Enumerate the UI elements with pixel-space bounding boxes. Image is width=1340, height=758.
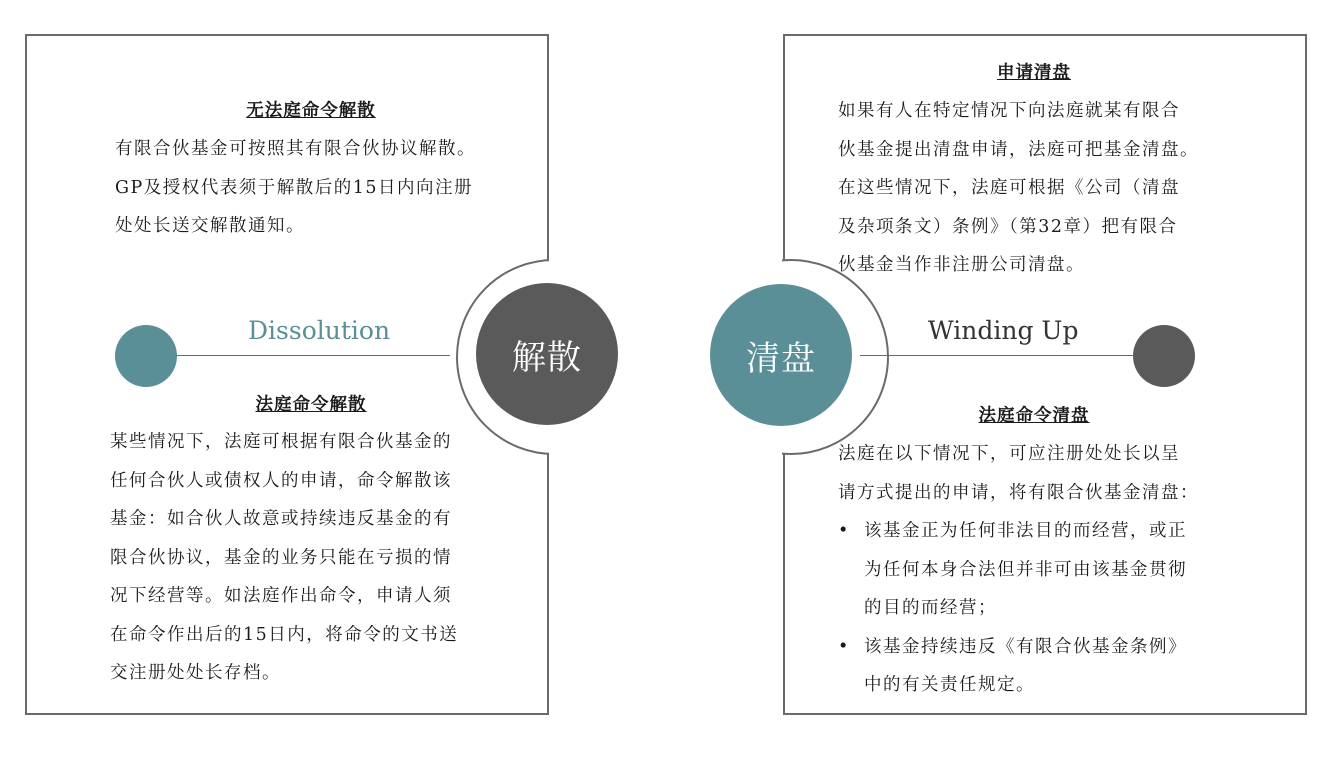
text-line: 如果有人在特定情况下向法庭就某有限合 bbox=[838, 101, 1180, 121]
text-line: 在命令作出后的15日内，将命令的文书送 bbox=[110, 624, 459, 645]
court-dissolution-heading: 法庭命令解散 bbox=[255, 395, 367, 415]
text-line: 有限合伙基金可按照其有限合伙协议解散。 bbox=[115, 139, 476, 159]
text-line: 该基金持续违反《有限合伙基金条例》 bbox=[864, 636, 1187, 657]
court-dissolution-text bbox=[110, 423, 520, 693]
no-court-dissolution-heading: 无法庭命令解散 bbox=[246, 101, 376, 121]
text-line: 在这些情况下，法庭可根据《公司（清盘 bbox=[838, 178, 1180, 198]
text-line: GP及授权代表须于解散后的15日内向注册 bbox=[115, 177, 474, 198]
text-line: 伙基金当作非注册公司清盘。 bbox=[838, 255, 1085, 275]
text-line: 限合伙协议，基金的业务只能在亏损的情 bbox=[110, 547, 452, 568]
list-item bbox=[838, 512, 1258, 628]
text-line: 交注册处处长存档。 bbox=[110, 663, 281, 683]
text-line: 况下经营等。如法庭作出命令，申请人须 bbox=[110, 586, 452, 606]
list-item bbox=[838, 628, 1258, 705]
bullet-icon: • bbox=[838, 521, 850, 541]
text-line: 的目的而经营； bbox=[864, 598, 997, 618]
text-line: 某些情况下，法庭可根据有限合伙基金的 bbox=[110, 432, 452, 452]
court-winding-up-heading: 法庭命令清盘 bbox=[978, 406, 1090, 426]
bullet-icon: • bbox=[838, 636, 850, 657]
winding-up-circle-label: 清盘 bbox=[746, 338, 816, 379]
no-court-dissolution-text bbox=[115, 130, 535, 246]
apply-winding-up-heading: 申请清盘 bbox=[997, 63, 1071, 83]
dissolution-dot bbox=[115, 325, 177, 387]
text-line: 为任何本身合法但并非可由该基金贯彻 bbox=[864, 559, 1187, 580]
winding-up-dot bbox=[1133, 325, 1195, 387]
text-line: 伙基金提出清盘申请，法庭可把基金清盘。 bbox=[838, 139, 1199, 160]
text-line: 处处长送交解散通知。 bbox=[115, 216, 305, 236]
text-line: 该基金正为任何非法目的而经营，或正 bbox=[864, 521, 1187, 541]
winding-up-circle bbox=[710, 284, 852, 426]
text-line: 任何合伙人或债权人的申请，命令解散该 bbox=[110, 470, 452, 491]
winding-up-connector-line bbox=[860, 355, 1134, 356]
text-line: 请方式提出的申请，将有限合伙基金清盘： bbox=[838, 482, 1199, 503]
court-winding-up-text bbox=[838, 435, 1258, 512]
text-line: 法庭在以下情况下，可应注册处处长以呈 bbox=[838, 444, 1180, 464]
dissolution-english-label: Dissolution bbox=[248, 316, 391, 345]
dissolution-connector-line bbox=[176, 355, 450, 356]
court-winding-up-bullets bbox=[838, 512, 1258, 705]
dissolution-circle-label: 解散 bbox=[512, 337, 582, 378]
dissolution-circle bbox=[476, 283, 618, 425]
apply-winding-up-text bbox=[838, 92, 1258, 285]
winding-up-english-label: Winding Up bbox=[928, 316, 1079, 345]
text-line: 及杂项条文）条例》（第32章）把有限合 bbox=[838, 216, 1178, 237]
text-line: 中的有关责任规定。 bbox=[864, 675, 1035, 695]
text-line: 基金：如合伙人故意或持续违反基金的有 bbox=[110, 509, 452, 529]
